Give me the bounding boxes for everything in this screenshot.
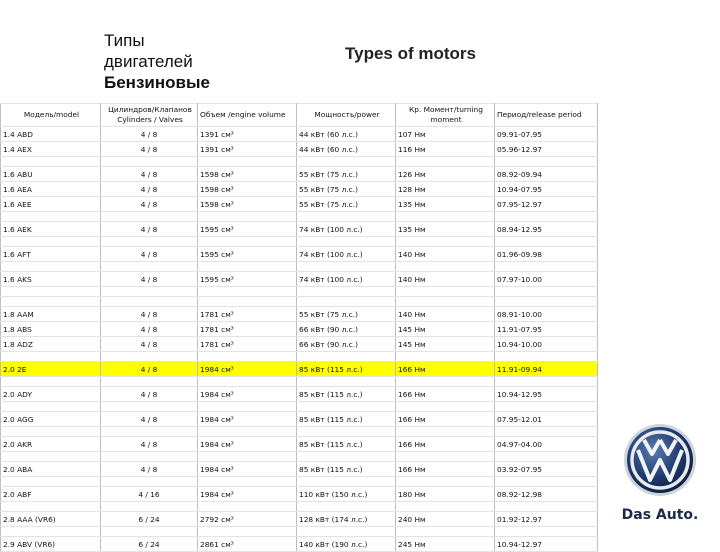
spacer-cell — [297, 402, 396, 412]
cell-cylinders: 4 / 8 — [101, 307, 198, 322]
cell-torque: 116 Нм — [396, 142, 495, 157]
cell-cylinders: 4 / 8 — [101, 142, 198, 157]
cell-volume: 1984 см³ — [198, 387, 297, 402]
cell-torque: 245 Нм — [396, 537, 495, 552]
spacer-cell — [495, 427, 598, 437]
table-spacer-row — [1, 502, 598, 512]
cell-volume: 1595 см³ — [198, 222, 297, 237]
spacer-cell — [297, 157, 396, 167]
cell-power: 85 кВт (115 л.с.) — [297, 437, 396, 452]
table-row — [1, 487, 598, 502]
cell-torque: 166 Нм — [396, 437, 495, 452]
spacer-cell — [297, 262, 396, 272]
spacer-cell — [297, 377, 396, 387]
vw-logo-icon — [600, 410, 720, 505]
cell-cylinders: 6 / 24 — [101, 512, 198, 527]
cell-cylinders: 4 / 8 — [101, 272, 198, 287]
spacer-cell — [101, 287, 198, 297]
cell-power: 66 кВт (90 л.с.) — [297, 337, 396, 352]
spacer-cell — [396, 402, 495, 412]
spacer-cell — [396, 427, 495, 437]
cell-cylinders: 4 / 8 — [101, 167, 198, 182]
spacer-cell — [1, 427, 101, 437]
motors-table-body — [1, 104, 598, 552]
cell-model: 2.0 ABA — [1, 462, 101, 477]
cell-cylinders: 4 / 16 — [101, 487, 198, 502]
spacer-cell — [101, 352, 198, 362]
cell-power: 140 кВт (190 л.с.) — [297, 537, 396, 552]
cell-cylinders: 4 / 8 — [101, 127, 198, 142]
cell-power: 44 кВт (60 л.с.) — [297, 127, 396, 142]
spacer-cell — [198, 527, 297, 537]
cell-cylinders: 4 / 8 — [101, 337, 198, 352]
spacer-cell — [101, 502, 198, 512]
cell-model: 1.6 AEA — [1, 182, 101, 197]
spacer-cell — [495, 287, 598, 297]
spacer-cell — [198, 452, 297, 462]
spacer-cell — [101, 212, 198, 222]
spacer-cell — [297, 287, 396, 297]
cell-volume: 1595 см³ — [198, 272, 297, 287]
cell-torque: 166 Нм — [396, 462, 495, 477]
spacer-cell — [198, 477, 297, 487]
title-ru-line1: Типы — [104, 31, 145, 50]
cell-model: 2.0 AGG — [1, 412, 101, 427]
cell-torque: 140 Нм — [396, 247, 495, 262]
cell-period: 10.94-10.00 — [495, 337, 598, 352]
spacer-cell — [495, 237, 598, 247]
cell-torque: 240 Нм — [396, 512, 495, 527]
cell-model: 1.8 AAM — [1, 307, 101, 322]
spacer-cell — [198, 262, 297, 272]
cell-torque: 128 Нм — [396, 182, 495, 197]
spacer-cell — [1, 477, 101, 487]
spacer-cell — [396, 452, 495, 462]
cell-power: 85 кВт (115 л.с.) — [297, 412, 396, 427]
cell-volume: 2861 см³ — [198, 537, 297, 552]
spacer-cell — [198, 377, 297, 387]
spacer-cell — [396, 237, 495, 247]
spacer-cell — [495, 477, 598, 487]
spacer-cell — [297, 527, 396, 537]
cell-power: 44 кВт (60 л.с.) — [297, 142, 396, 157]
table-row — [1, 462, 598, 477]
spacer-cell — [1, 352, 101, 362]
cell-period: 08.94-12.95 — [495, 222, 598, 237]
cell-cylinders: 4 / 8 — [101, 247, 198, 262]
spacer-cell — [495, 297, 598, 307]
spacer-cell — [297, 352, 396, 362]
table-spacer-row — [1, 527, 598, 537]
cell-power: 66 кВт (90 л.с.) — [297, 322, 396, 337]
cell-cylinders: 4 / 8 — [101, 387, 198, 402]
table-spacer-row — [1, 427, 598, 437]
cell-power: 55 кВт (75 л.с.) — [297, 182, 396, 197]
table-row — [1, 222, 598, 237]
cell-period: 05.96-12.97 — [495, 142, 598, 157]
cell-power: 74 кВт (100 л.с.) — [297, 272, 396, 287]
cell-model: 1.8 ABS — [1, 322, 101, 337]
cell-torque: 140 Нм — [396, 307, 495, 322]
title-ru-line2: двигателей — [104, 52, 193, 71]
table-row — [1, 197, 598, 212]
spacer-cell — [1, 502, 101, 512]
spacer-cell — [495, 527, 598, 537]
das-auto-slogan: Das Auto. — [621, 507, 699, 523]
cell-power: 110 кВт (150 л.с.) — [297, 487, 396, 502]
cell-volume: 1595 см³ — [198, 247, 297, 262]
cell-cylinders: 4 / 8 — [101, 362, 198, 377]
cell-cylinders: 4 / 8 — [101, 437, 198, 452]
cell-volume: 1984 см³ — [198, 412, 297, 427]
cell-power: 85 кВт (115 л.с.) — [297, 462, 396, 477]
cell-model: 2.8 AAA (VR6) — [1, 512, 101, 527]
table-spacer-row — [1, 477, 598, 487]
vw-logo — [600, 410, 720, 540]
spacer-cell — [297, 502, 396, 512]
cell-torque: 145 Нм — [396, 337, 495, 352]
spacer-cell — [198, 287, 297, 297]
cell-period: 10.94-12.97 — [495, 537, 598, 552]
table-row — [1, 307, 598, 322]
table-row — [1, 412, 598, 427]
cell-period: 01.92-12.97 — [495, 512, 598, 527]
cell-volume: 1984 см³ — [198, 462, 297, 477]
spacer-cell — [101, 297, 198, 307]
spacer-cell — [495, 157, 598, 167]
spacer-cell — [198, 427, 297, 437]
spacer-cell — [1, 262, 101, 272]
spacer-cell — [495, 452, 598, 462]
spacer-cell — [396, 377, 495, 387]
cell-power: 128 кВт (174 л.с.) — [297, 512, 396, 527]
cell-power: 55 кВт (75 л.с.) — [297, 167, 396, 182]
spacer-cell — [495, 402, 598, 412]
spacer-cell — [1, 527, 101, 537]
cell-volume: 2792 см³ — [198, 512, 297, 527]
cell-period: 11.91-07.95 — [495, 322, 598, 337]
spacer-cell — [1, 402, 101, 412]
cell-model: 1.8 ADZ — [1, 337, 101, 352]
spacer-cell — [396, 527, 495, 537]
cell-torque: 135 Нм — [396, 197, 495, 212]
table-row — [1, 437, 598, 452]
cell-period: 07.95-12.01 — [495, 412, 598, 427]
table-spacer-row — [1, 157, 598, 167]
spacer-cell — [495, 212, 598, 222]
cell-model: 1.6 AFT — [1, 247, 101, 262]
cell-volume: 1391 см³ — [198, 127, 297, 142]
cell-volume: 1598 см³ — [198, 197, 297, 212]
table-row — [1, 182, 598, 197]
table-row — [1, 167, 598, 182]
header-cylinders: Цилиндров/Клапанов Cylinders / Valves — [101, 104, 198, 127]
table-row — [1, 387, 598, 402]
table-spacer-row — [1, 377, 598, 387]
table-row — [1, 537, 598, 552]
table-row — [1, 142, 598, 157]
spacer-cell — [297, 477, 396, 487]
cell-model: 2.0 ABF — [1, 487, 101, 502]
cell-torque: 145 Нм — [396, 322, 495, 337]
cell-model: 1.4 AEX — [1, 142, 101, 157]
cell-cylinders: 4 / 8 — [101, 197, 198, 212]
title-ru-line3: Бензиновые — [104, 73, 210, 92]
table-spacer-row — [1, 212, 598, 222]
cell-volume: 1781 см³ — [198, 337, 297, 352]
spacer-cell — [101, 377, 198, 387]
table-row — [1, 362, 598, 377]
spacer-cell — [198, 502, 297, 512]
cell-torque: 135 Нм — [396, 222, 495, 237]
cell-period: 07.97-10.00 — [495, 272, 598, 287]
cell-model: 2.0 ADY — [1, 387, 101, 402]
spacer-cell — [1, 237, 101, 247]
cell-power: 55 кВт (75 л.с.) — [297, 307, 396, 322]
cell-period: 04.97-04.00 — [495, 437, 598, 452]
spacer-cell — [495, 377, 598, 387]
table-spacer-row — [1, 287, 598, 297]
cell-volume: 1984 см³ — [198, 437, 297, 452]
cell-period: 10.94-12.95 — [495, 387, 598, 402]
spacer-cell — [396, 262, 495, 272]
spacer-cell — [1, 452, 101, 462]
spacer-cell — [101, 427, 198, 437]
cell-power: 55 кВт (75 л.с.) — [297, 197, 396, 212]
table-spacer-row — [1, 262, 598, 272]
cell-period: 08.91-10.00 — [495, 307, 598, 322]
cell-volume: 1391 см³ — [198, 142, 297, 157]
cell-cylinders: 6 / 24 — [101, 537, 198, 552]
spacer-cell — [297, 212, 396, 222]
table-spacer-row — [1, 352, 598, 362]
spacer-cell — [396, 477, 495, 487]
spacer-cell — [1, 297, 101, 307]
spacer-cell — [396, 157, 495, 167]
cell-period: 03.92-07.95 — [495, 462, 598, 477]
cell-period: 08.92-12.98 — [495, 487, 598, 502]
table-row — [1, 272, 598, 287]
spacer-cell — [198, 237, 297, 247]
cell-model: 2.9 ABV (VR6) — [1, 537, 101, 552]
page-title-english: Types of motors — [345, 44, 476, 63]
header-volume: Объем /engine volume — [198, 104, 297, 127]
cell-torque: 126 Нм — [396, 167, 495, 182]
spacer-cell — [1, 287, 101, 297]
cell-power: 74 кВт (100 л.с.) — [297, 222, 396, 237]
cell-period: 10.94-07.95 — [495, 182, 598, 197]
table-row — [1, 512, 598, 527]
cell-torque: 166 Нм — [396, 387, 495, 402]
spacer-cell — [495, 502, 598, 512]
spacer-cell — [396, 352, 495, 362]
table-spacer-row — [1, 452, 598, 462]
header-model: Модель/model — [1, 104, 101, 127]
header-period: Период/release period — [495, 104, 598, 127]
cell-period: 11.91-09.94 — [495, 362, 598, 377]
cell-model: 1.6 AKS — [1, 272, 101, 287]
cell-power: 85 кВт (115 л.с.) — [297, 362, 396, 377]
cell-cylinders: 4 / 8 — [101, 412, 198, 427]
spacer-cell — [297, 237, 396, 247]
table-row — [1, 322, 598, 337]
spacer-cell — [297, 452, 396, 462]
spacer-cell — [101, 527, 198, 537]
spacer-cell — [495, 352, 598, 362]
cell-volume: 1984 см³ — [198, 362, 297, 377]
spacer-cell — [1, 157, 101, 167]
table-spacer-row — [1, 237, 598, 247]
cell-torque: 166 Нм — [396, 412, 495, 427]
cell-model: 1.6 AEE — [1, 197, 101, 212]
cell-period: 08.92-09.94 — [495, 167, 598, 182]
cell-period: 07.95-12.97 — [495, 197, 598, 212]
cell-model: 1.4 ABD — [1, 127, 101, 142]
spacer-cell — [396, 297, 495, 307]
cell-torque: 107 Нм — [396, 127, 495, 142]
table-row — [1, 247, 598, 262]
spacer-cell — [198, 212, 297, 222]
motors-table — [0, 103, 598, 552]
cell-model: 2.0 2E — [1, 362, 101, 377]
cell-cylinders: 4 / 8 — [101, 322, 198, 337]
cell-volume: 1781 см³ — [198, 322, 297, 337]
spacer-cell — [101, 402, 198, 412]
header-torque: Кр. Момент/turning moment — [396, 104, 495, 127]
cell-model: 1.6 ABU — [1, 167, 101, 182]
cell-period: 09.91-07.95 — [495, 127, 598, 142]
cell-volume: 1598 см³ — [198, 167, 297, 182]
spacer-cell — [396, 212, 495, 222]
cell-torque: 140 Нм — [396, 272, 495, 287]
table-row — [1, 337, 598, 352]
spacer-cell — [198, 352, 297, 362]
cell-torque: 166 Нм — [396, 362, 495, 377]
cell-volume: 1781 см³ — [198, 307, 297, 322]
spacer-cell — [101, 157, 198, 167]
spacer-cell — [198, 297, 297, 307]
table-row — [1, 127, 598, 142]
cell-power: 74 кВт (100 л.с.) — [297, 247, 396, 262]
spacer-cell — [396, 502, 495, 512]
cell-power: 85 кВт (115 л.с.) — [297, 387, 396, 402]
spacer-cell — [396, 287, 495, 297]
spacer-cell — [1, 377, 101, 387]
page-title-russian — [104, 30, 304, 93]
cell-torque: 180 Нм — [396, 487, 495, 502]
cell-model: 1.6 AEK — [1, 222, 101, 237]
spacer-cell — [101, 237, 198, 247]
table-spacer-row — [1, 297, 598, 307]
table-spacer-row — [1, 402, 598, 412]
cell-cylinders: 4 / 8 — [101, 182, 198, 197]
cell-volume: 1598 см³ — [198, 182, 297, 197]
cell-cylinders: 4 / 8 — [101, 222, 198, 237]
spacer-cell — [495, 262, 598, 272]
spacer-cell — [297, 297, 396, 307]
spacer-cell — [198, 402, 297, 412]
header-power: Мощность/power — [297, 104, 396, 127]
cell-cylinders: 4 / 8 — [101, 462, 198, 477]
cell-period: 01.96-09.98 — [495, 247, 598, 262]
cell-volume: 1984 см³ — [198, 487, 297, 502]
cell-model: 2.0 AKR — [1, 437, 101, 452]
spacer-cell — [101, 262, 198, 272]
spacer-cell — [101, 477, 198, 487]
spacer-cell — [101, 452, 198, 462]
spacer-cell — [198, 157, 297, 167]
spacer-cell — [1, 212, 101, 222]
table-header-row — [1, 104, 598, 127]
spacer-cell — [297, 427, 396, 437]
